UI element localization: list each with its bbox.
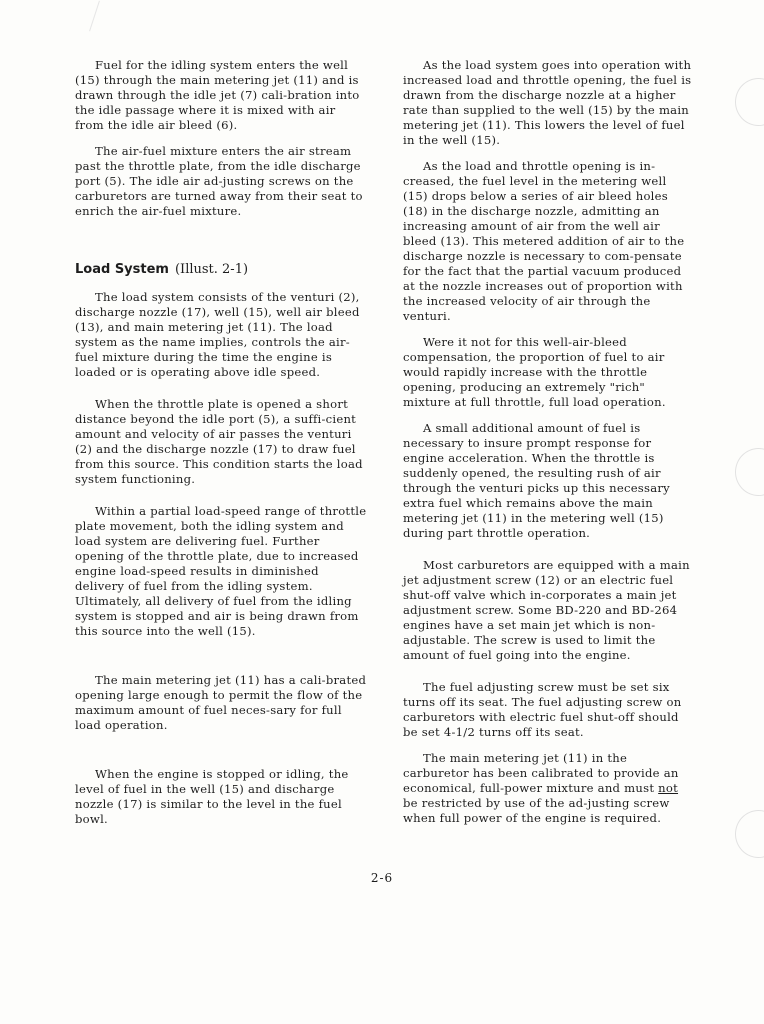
right-column xyxy=(403,58,695,826)
paragraph-air-bleed-holes: As the load and throttle opening is in-creased, the fuel level in the metering well (15) drops below a series of air bleed holes (18) in the discharge nozzle, admitting an increasing amount of air from the well air bleed (13). This metered addition of air to the discharge nozzle is necessary to com-pensate for the fact that the partial vacuum produced at the nozzle increases out of proportion with the increased velocity of air through the venturi. xyxy=(403,159,685,323)
paragraph-partial-load-range: Within a partial load-speed range of throttle plate movement, both the idling system and load system are delivering fuel. Further opening of the throttle plate, due to increased engine load-speed results in diminished delivery of fuel from the idling system. Ultimately, all delivery of fuel from the idling system is stopped and air is being drawn from this source into the well (15). xyxy=(75,504,367,638)
paragraph-acceleration: A small additional amount of fuel is necessary to insure prompt response for engine acceleration. When the throttle is suddenly opened, the resulting rush of air through the venturi picks up this necessary extra fuel which remains above the main metering jet (11) in the metering well (15) during part throttle operation. xyxy=(403,421,670,540)
binder-hole xyxy=(735,448,764,496)
section-heading-title: Load System xyxy=(75,262,169,277)
paragraph-calibration: The main metering jet (11) in the carburetor has been calibrated to provide an economical, full-power mixture and must not be restricted by use of the ad-justing screw when full power of the engine is required. xyxy=(403,751,679,825)
paragraph-main-metering-jet: The main metering jet (11) has a cali-brated opening large enough to permit the flow of the maximum amount of fuel neces-sary for full load operation. xyxy=(75,673,367,732)
binder-hole xyxy=(735,78,764,126)
paragraph-compensation: Were it not for this well-air-bleed compensation, the proportion of fuel to air would rapidly increase with the throttle opening, producing an extremely "rich" mixture at full throttle, full load operation. xyxy=(403,335,666,409)
underlined-not: not xyxy=(658,781,679,795)
paragraph-idle-fuel-path: Fuel for the idling system enters the well (15) through the main metering jet (11) and is drawn through the idle jet (7) cali-bration into the idle passage where it is mixed with air from the idle air bleed (6). xyxy=(75,58,360,132)
binder-holes xyxy=(704,0,764,1024)
paragraph-air-fuel-mixture: The air-fuel mixture enters the air stream past the throttle plate, from the idle discharge port (5). The idle air ad-justing screws on the carburetors are turned away from their seat to enrich the air-fuel mixture. xyxy=(75,144,363,218)
binder-hole xyxy=(735,810,764,858)
paragraph-adjustment-screw: Most carburetors are equipped with a main jet adjustment screw (12) or an electric fuel shut-off valve which in-corporates a main jet adjustment screw. Some BD-220 and BD-264 engines have a set main jet which is non-adjustable. The screw is used to limit the amount of fuel going into the engine. xyxy=(403,558,690,662)
left-column xyxy=(75,58,367,827)
section-heading xyxy=(75,261,367,279)
paragraph-screw-setting: The fuel adjusting screw must be set six turns off its seat. The fuel adjusting screw on carburetors with electric fuel shut-off should be set 4-1/2 turns off its seat. xyxy=(403,680,682,739)
page-number: 2-6 xyxy=(370,871,394,885)
paragraph-throttle-opened: When the throttle plate is opened a short distance beyond the idle port (5), a suffi-cient amount and velocity of air passes the venturi (2) and the discharge nozzle (17) to draw fuel from this source. This condition starts the load system functioning. xyxy=(75,397,363,486)
paragraph-load-operation: As the load system goes into operation with increased load and throttle opening, the fuel is drawn from the discharge nozzle at a higher rate than supplied to the well (15) by the main metering jet (11). This lowers the level of fuel in the well (15). xyxy=(403,58,692,147)
scan-mark xyxy=(89,1,100,32)
section-heading-reference: (Illust. 2-1) xyxy=(174,262,249,277)
paragraph-engine-stopped: When the engine is stopped or idling, the level of fuel in the well (15) and discharge nozzle (17) is similar to the level in the fuel bowl. xyxy=(75,767,349,826)
paragraph-load-system-components: The load system consists of the venturi (2), discharge nozzle (17), well (15), well air bleed (13), and main metering jet (11). The load system as the name implies, controls the air-fuel mixture during the time the engine is loaded or is operating above idle speed. xyxy=(75,290,360,379)
